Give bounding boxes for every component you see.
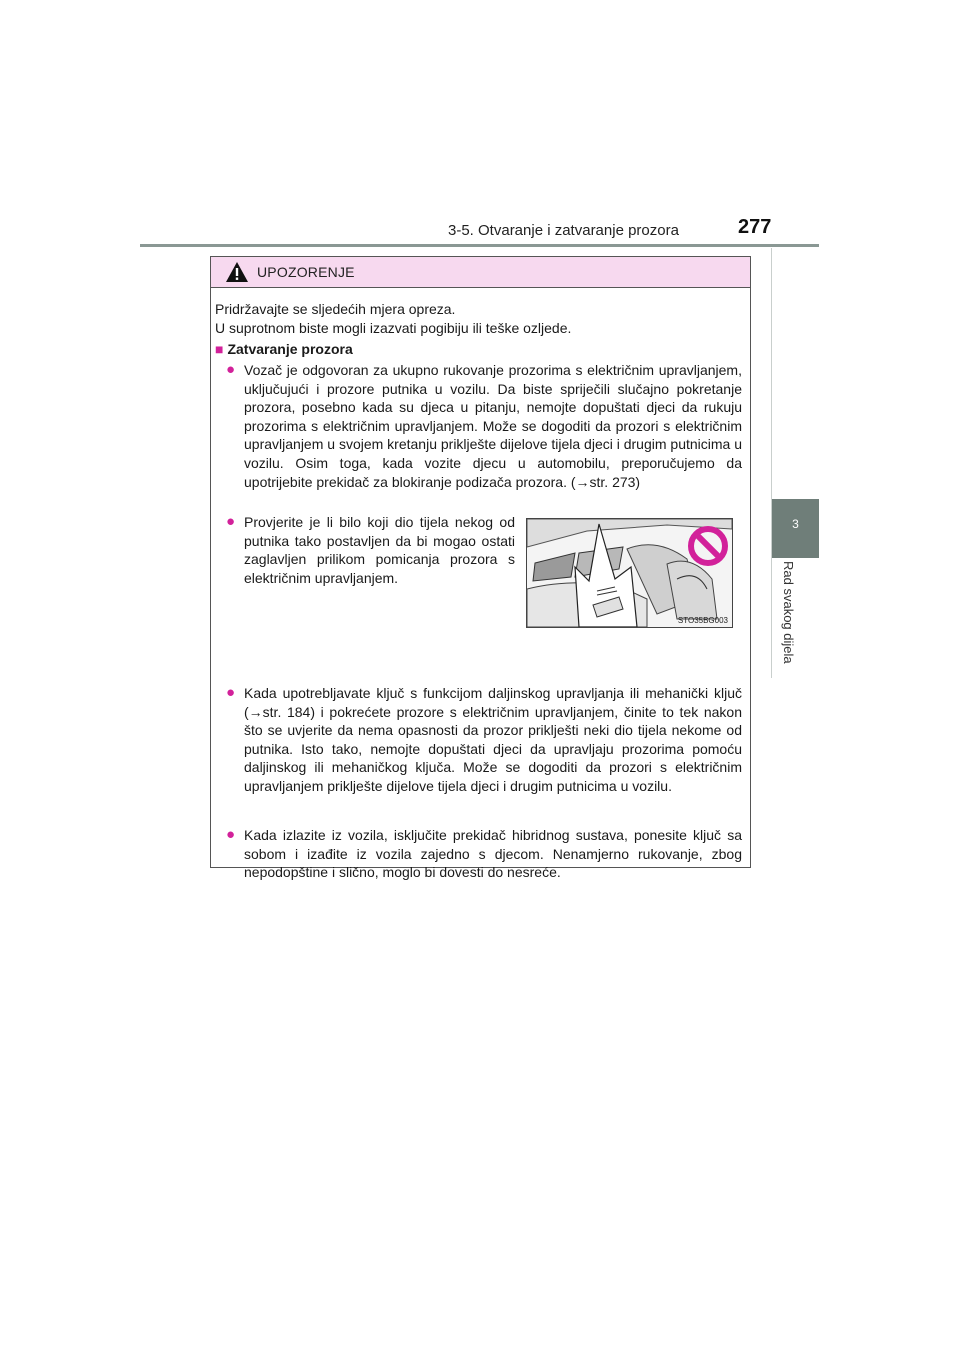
illustration-code: STO35BG003 — [677, 616, 728, 625]
bullet-text: Kada upotrebljavate ključ s funkcijom daljinskog upravljanja ili mehanički ključ (→str. 184) i pokrećete prozore s električnim upravljanjem, činite to tek nakon što se uvjerite da nema opasnosti da prozor priklješti neki dio tijela nekome od putnika. Isto tako, nemojte dopuštati djeci da upravljaju prozorima pomoću daljinskog ili mehaničkog ključa. Može se dogoditi da prozori s električnim upravljanjem priklješte dijelove tijela djeci i drugim putnicima u vozilu. — [244, 685, 742, 794]
prohibition-icon — [687, 525, 729, 567]
chapter-tab — [772, 499, 819, 558]
square-bullet-icon: ■ — [215, 341, 224, 357]
chapter-title: Rad svakog dijela — [781, 561, 796, 664]
bullet-dot-icon: ● — [226, 684, 236, 701]
bullet-item — [226, 361, 743, 491]
header-section-title: 3-5. Otvaranje i zatvaranje prozora — [448, 222, 679, 239]
bullet-item — [226, 826, 742, 882]
bullet-item — [226, 513, 515, 587]
intro-line-1: Pridržavajte se sljedećih mjera opreza. — [215, 301, 456, 317]
window-pinch-illustration — [526, 518, 733, 628]
bullet-text: Kada izlazite iz vozila, isključite prekidač hibridnog sustava, ponesite ključ sa sobom i izađite iz vozila zajedno s djecom. Nenamjerno rukovanje, zbog nepodopštine i slično, moglo bi dovesti do nesreće. — [244, 827, 742, 881]
section-heading-text: Zatvaranje prozora — [227, 341, 353, 357]
warning-title: UPOZORENJE — [257, 264, 355, 280]
warning-header — [211, 257, 750, 288]
header-rule — [140, 244, 819, 247]
bullet-text: Vozač je odgovoran za ukupno rukovanje prozorima s električnim upravljanjem, uključujući i prozore putnika u vozilu. Da biste spriječili slučajno pokretanje prozora, posebno kada su djeca u pitanju, nemojte dopuštati djeci da rukuju prozorima s električnim upravljanjem. Može se dogoditi da prozori s električnim upravljanjem u svojem kretanju priklješte dijelove tijela djeci i drugim putnicima u vozilu. Osim toga, kada vozite djecu u automobilu, preporučujemo da upotrijebite prekidač za blokiranje podizača prozora. (→str. 273) — [244, 362, 743, 490]
warning-box — [210, 256, 751, 881]
bullet-text: Provjerite je li bilo koji dio tijela nekog od putnika tako postavljen da bi mogao ostati zaglavljen prilikom pomicanja prozora s električnim upravljanjem. — [244, 514, 515, 586]
bullet-dot-icon: ● — [226, 826, 236, 843]
intro-line-2: U suprotnom biste mogli izazvati pogibiju ili teške ozljede. — [215, 320, 572, 336]
bullet-dot-icon: ● — [226, 513, 236, 530]
chapter-number: 3 — [792, 517, 799, 531]
section-heading — [215, 341, 353, 357]
warning-intro — [215, 300, 743, 338]
warning-triangle-icon — [225, 261, 249, 283]
side-rule — [771, 248, 772, 678]
page-number: 277 — [738, 216, 772, 238]
bullet-item — [226, 684, 742, 796]
bullet-dot-icon: ● — [226, 361, 236, 378]
